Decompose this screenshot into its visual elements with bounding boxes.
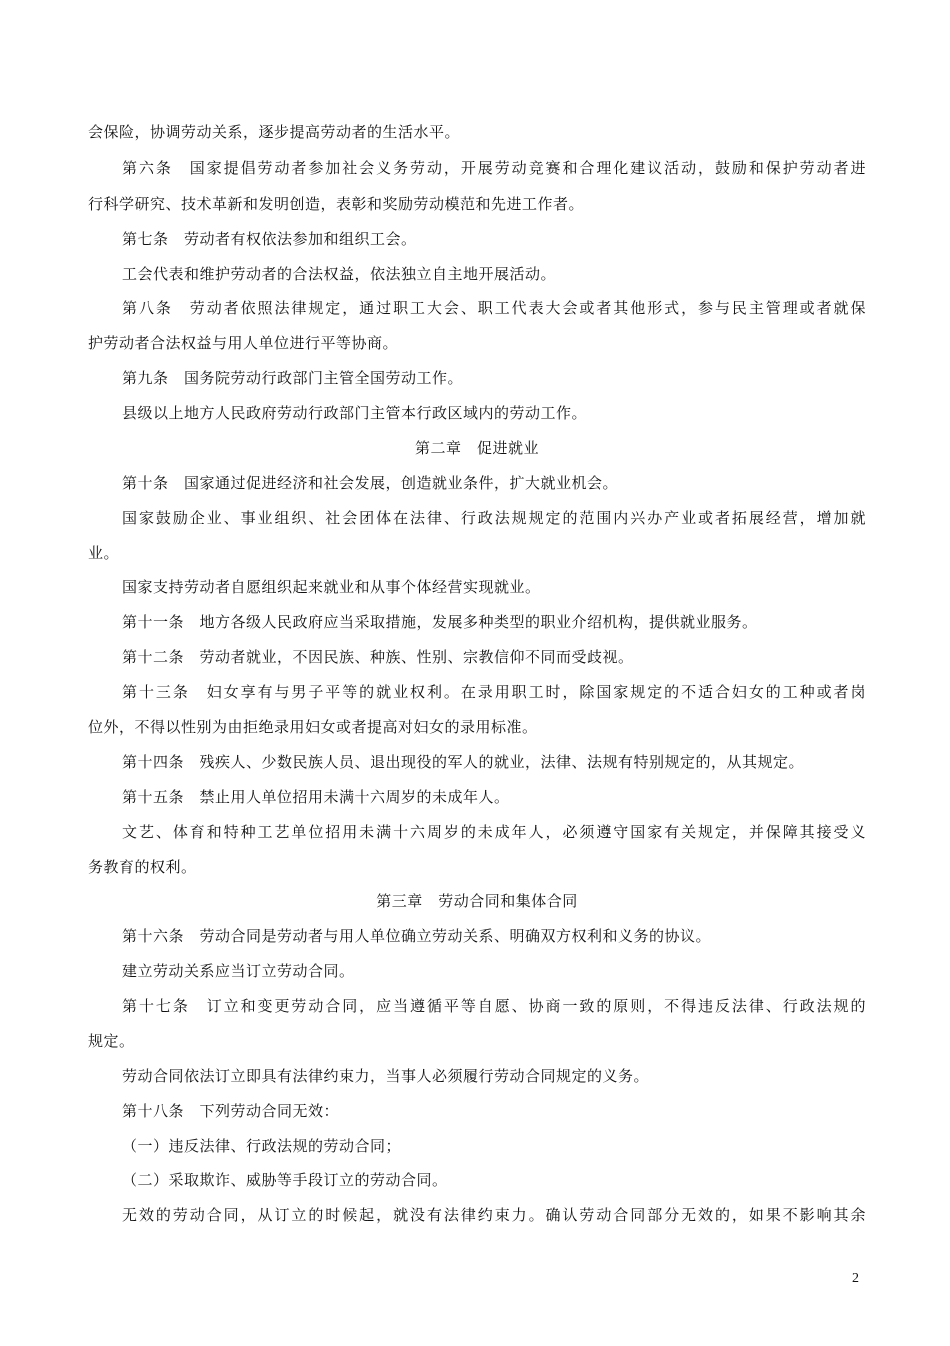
article-11-line: 第十一条 地方各级人民政府应当采取措施，发展多种类型的职业介绍机构，提供就业服务。 <box>122 613 758 631</box>
page-number: 2 <box>852 1271 859 1286</box>
article-8-line: 第八条 劳动者依照法律规定，通过职工大会、职工代表大会或者其他形式，参与民主管理或者就保 <box>122 299 866 317</box>
article-16-line: 第十六条 劳动合同是劳动者与用人单位确立劳动关系、明确双方权利和义务的协议。 <box>122 927 712 945</box>
text-line: 位外，不得以性别为由拒绝录用妇女或者提高对妇女的录用标准。 <box>88 718 538 736</box>
chapter-2-heading: 第二章 促进就业 <box>414 439 539 457</box>
article-10-line: 第十条 国家通过促进经济和社会发展，创造就业条件，扩大就业机会。 <box>122 474 619 492</box>
article-13-line: 第十三条 妇女享有与男子平等的就业权利。在录用职工时，除国家规定的不适合妇女的工种或者岗 <box>122 683 866 701</box>
text-line: 会保险，协调劳动关系，逐步提高劳动者的生活水平。 <box>88 123 461 141</box>
article-12-line: 第十二条 劳动者就业，不因民族、种族、性别、宗教信仰不同而受歧视。 <box>122 648 634 666</box>
text-line: 建立劳动关系应当订立劳动合同。 <box>122 962 355 980</box>
article-7-line: 第七条 劳动者有权依法参加和组织工会。 <box>122 230 417 248</box>
article-14-line: 第十四条 残疾人、少数民族人员、退出现役的军人的就业，法律、法规有特别规定的，从其规定。 <box>122 753 805 771</box>
text-line: 劳动合同依法订立即具有法律约束力，当事人必须履行劳动合同规定的义务。 <box>122 1067 650 1085</box>
text-line: 务教育的权利。 <box>88 858 197 876</box>
text-line: 国家鼓励企业、事业组织、社会团体在法律、行政法规规定的范围内兴办产业或者拓展经营，增加就 <box>122 509 866 527</box>
text-line: 国家支持劳动者自愿组织起来就业和从事个体经营实现就业。 <box>122 578 541 596</box>
text-line: 行科学研究、技术革新和发明创造，表彰和奖励劳动模范和先进工作者。 <box>88 195 585 213</box>
article-17-line: 第十七条 订立和变更劳动合同，应当遵循平等自愿、协商一致的原则，不得违反法律、行政法规的 <box>122 997 866 1015</box>
article-9-line: 第九条 国务院劳动行政部门主管全国劳动工作。 <box>122 369 464 387</box>
article-18-line: 第十八条 下列劳动合同无效： <box>122 1102 340 1120</box>
chapter-3-heading: 第三章 劳动合同和集体合同 <box>376 892 578 910</box>
text-line: 规定。 <box>88 1032 135 1050</box>
text-line: 县级以上地方人民政府劳动行政部门主管本行政区域内的劳动工作。 <box>122 404 588 422</box>
article-15-line: 第十五条 禁止用人单位招用未满十六周岁的未成年人。 <box>122 788 510 806</box>
text-line: 无效的劳动合同，从订立的时候起，就没有法律约束力。确认劳动合同部分无效的，如果不影响其余 <box>122 1206 866 1224</box>
text-line: 护劳动者合法权益与用人单位进行平等协商。 <box>88 334 399 352</box>
list-item: （一）违反法律、行政法规的劳动合同； <box>122 1137 402 1155</box>
text-line: 文艺、体育和特种工艺单位招用未满十六周岁的未成年人，必须遵守国家有关规定，并保障其接受义 <box>122 823 866 841</box>
article-6-heading-line: 第六条 国家提倡劳动者参加社会义务劳动，开展劳动竞赛和合理化建议活动，鼓励和保护劳动者进 <box>122 159 866 177</box>
text-line: 业。 <box>88 544 120 562</box>
text-line: 工会代表和维护劳动者的合法权益，依法独立自主地开展活动。 <box>122 265 557 283</box>
list-item: （二）采取欺诈、威胁等手段订立的劳动合同。 <box>122 1171 448 1189</box>
